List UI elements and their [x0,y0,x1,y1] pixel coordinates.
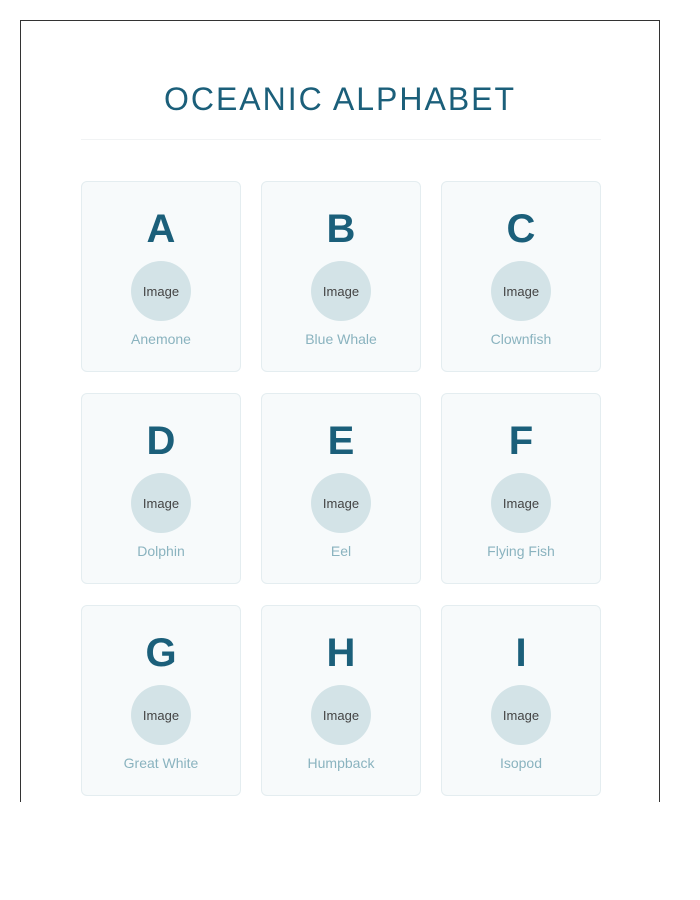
card-name: Eel [330,543,352,559]
alphabet-card[interactable] [81,181,241,372]
image-placeholder: Image [311,473,371,533]
alphabet-card[interactable] [441,181,601,372]
alphabet-card[interactable] [81,393,241,584]
card-letter: B [326,207,356,251]
card-name: Isopod [499,755,543,771]
alphabet-card[interactable] [81,605,241,796]
card-name: Flying Fish [487,543,555,559]
title-divider [81,139,601,140]
card-letter: I [515,631,527,675]
card-name: Blue Whale [305,331,377,347]
card-name: Dolphin [137,543,185,559]
alphabet-card[interactable] [441,393,601,584]
card-letter: C [506,207,536,251]
alphabet-card[interactable] [261,393,421,584]
page-frame [20,20,660,802]
image-placeholder: Image [491,685,551,745]
card-letter: E [327,419,355,463]
card-letter: D [146,419,176,463]
image-placeholder: Image [311,261,371,321]
image-placeholder: Image [491,473,551,533]
image-placeholder: Image [491,261,551,321]
alphabet-card[interactable] [441,605,601,796]
card-name: Clownfish [490,331,552,347]
card-name: Humpback [307,755,375,771]
image-placeholder: Image [131,261,191,321]
card-letter: F [508,419,534,463]
image-placeholder: Image [131,473,191,533]
card-letter: G [145,631,177,675]
card-name: Anemone [131,331,191,347]
card-letter: H [326,631,356,675]
image-placeholder: Image [311,685,371,745]
alphabet-card[interactable] [261,181,421,372]
image-placeholder: Image [131,685,191,745]
page-title: OCEANIC ALPHABET [163,81,517,117]
alphabet-grid [81,181,601,796]
card-letter: A [146,207,176,251]
alphabet-card[interactable] [261,605,421,796]
card-name: Great White [123,755,199,771]
